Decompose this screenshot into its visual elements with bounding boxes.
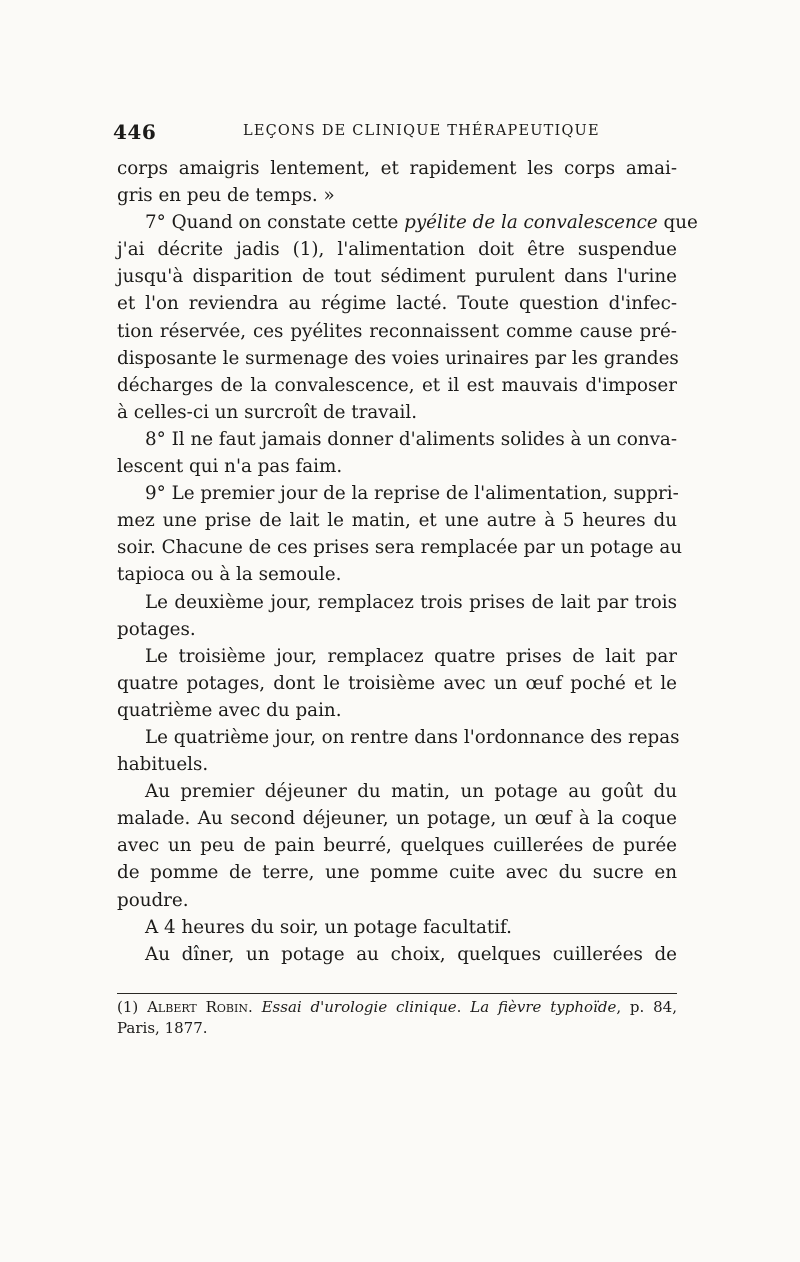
text-line: j'ai décrite jadis (1), l'alimentation doit être suspendue <box>117 239 677 261</box>
text-line: malade. Au second déjeuner, un potage, un œuf à la coque <box>117 808 677 830</box>
text-line: gris en peu de temps. » <box>117 185 335 207</box>
footnote-separator: . <box>247 998 262 1016</box>
page-header <box>113 120 680 148</box>
footnote-page-ref: , p. 84, <box>616 998 677 1016</box>
text-line: A 4 heures du soir, un potage facultatif. <box>145 916 512 938</box>
text-line: à celles-ci un surcroît de travail. <box>117 401 418 423</box>
footnote-author: Albert Robin <box>147 998 248 1016</box>
text-line: potages. <box>117 618 196 640</box>
text-line: poudre. <box>117 889 189 911</box>
text-line: 9° Le premier jour de la reprise de l'alimentation, suppri- <box>145 483 679 505</box>
text-line: Au dîner, un potage au choix, quelques cuillerées de <box>145 943 677 965</box>
text-line: et l'on reviendra au régime lacté. Toute question d'infec- <box>117 293 677 315</box>
text-segment: 7° Quand on constate cette <box>145 212 405 234</box>
text-line: tion réservée, ces pyélites reconnaissent comme cause pré- <box>117 320 677 342</box>
italic-phrase: pyélite de la convalescence <box>404 212 658 234</box>
text-line: soir. Chacune de ces prises sera remplacée par un potage au <box>117 537 683 559</box>
text-line: Le deuxième jour, remplacez trois prises de lait par trois <box>145 591 677 613</box>
text-line: Le troisième jour, remplacez quatre prises de lait par <box>145 645 677 667</box>
text-line: de pomme de terre, une pomme cuite avec du sucre en <box>117 862 677 884</box>
text-line: corps amaigris lentement, et rapidement les corps amai- <box>117 158 677 179</box>
text-line: quatre potages, dont le troisième avec un œuf poché et le <box>117 672 677 694</box>
footnote-title-b: La fièvre typhoïde <box>470 998 617 1016</box>
text-line: Au premier déjeuner du matin, un potage au goût du <box>145 781 677 803</box>
text-line: Le quatrième jour, on rentre dans l'ordonnance des repas <box>145 726 680 748</box>
text-line: habituels. <box>117 754 209 776</box>
text-line: décharges de la convalescence, et il est mauvais d'imposer <box>117 374 677 396</box>
text-line <box>117 209 698 236</box>
text-segment: que <box>657 212 698 234</box>
text-line: avec un peu de pain beurré, quelques cuillerées de purée <box>117 835 677 857</box>
footnote-line-2: Paris, 1877. <box>117 1019 208 1037</box>
text-line: mez une prise de lait le matin, et une autre à 5 heures du <box>117 510 677 532</box>
text-line: 8° Il ne faut jamais donner d'aliments solides à un conva- <box>145 428 678 450</box>
text-line: jusqu'à disparition de tout sédiment purulent dans l'urine <box>117 266 677 288</box>
text-line: quatrième avec du pain. <box>117 699 342 721</box>
footnote-divider <box>117 993 677 994</box>
running-title: LEÇONS DE CLINIQUE THÉRAPEUTIQUE <box>243 123 600 139</box>
text-line: disposante le surmenage des voies urinaires par les grandes <box>117 347 679 369</box>
text-line: tapioca ou à la semoule. <box>117 564 342 586</box>
footnote-marker: (1) <box>117 998 148 1016</box>
footnote-separator-2: . <box>456 998 471 1016</box>
footnote-line-1 <box>117 997 677 1018</box>
page-number: 446 <box>113 120 157 144</box>
footnote-title-a: Essai d'urologie clinique <box>261 998 457 1016</box>
body-text <box>117 155 698 968</box>
footnote <box>117 997 677 1039</box>
text-line: lescent qui n'a pas faim. <box>117 456 343 478</box>
